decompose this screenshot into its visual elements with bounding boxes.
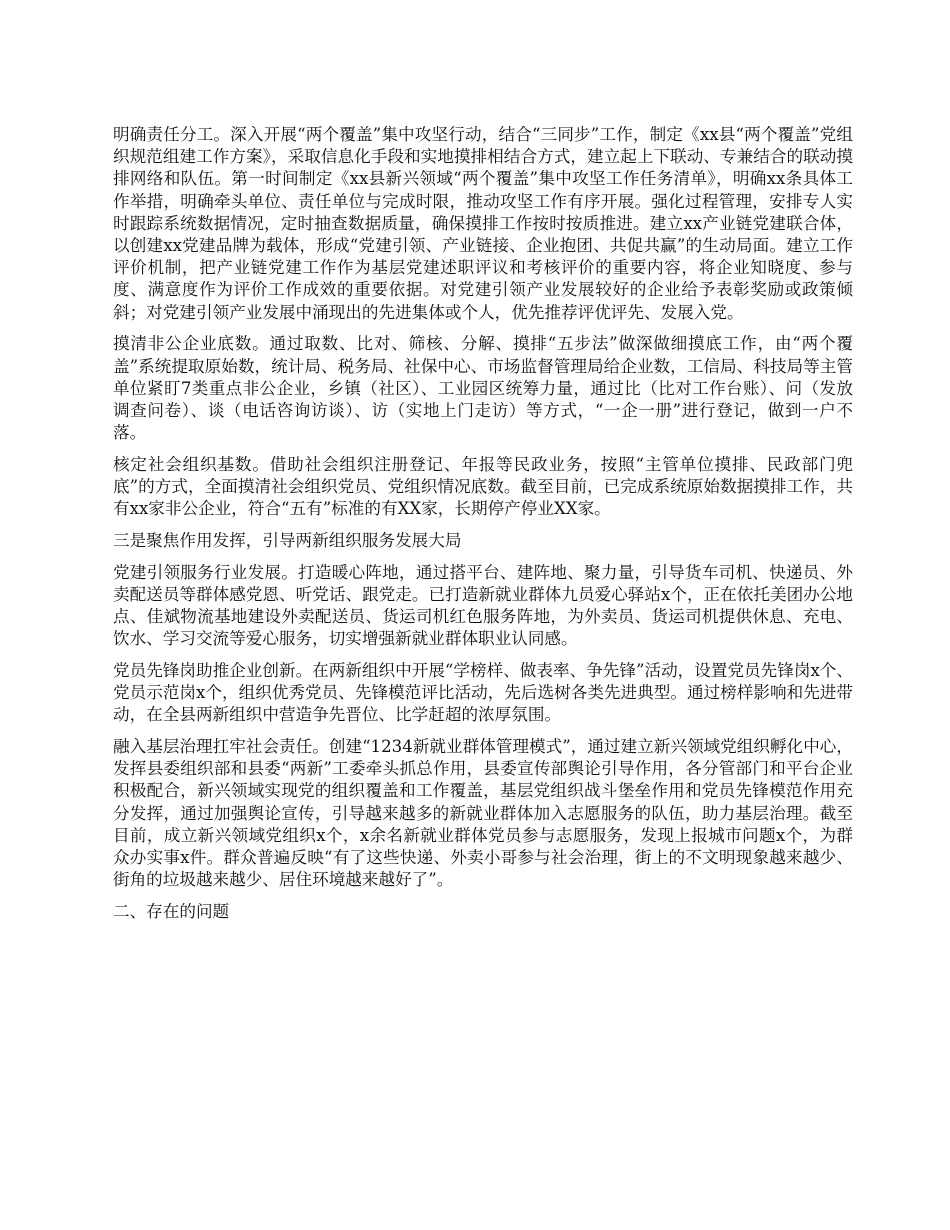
section-heading-three: 三是聚焦作用发挥，引导两新组织服务发展大局: [113, 530, 462, 550]
paragraph-social-organizations: 核定社会组织基数。借助社会组织注册登记、年报等民政业务，按照“主管单位摸排、民政部门兜底”的方式，全面摸清社会组织党员、党组织情况底数。截至目前，已完成系统原始数据摸排工作，共有xx家非公企业，符合“五有”标准的有XX家，长期停产停业XX家。: [113, 454, 853, 519]
paragraph-responsibility: 明确责任分工。深入开展“两个覆盖”集中攻坚行动，结合“三同步”工作，制定《xx县“两个覆盖”党组织规范组建工作方案》，采取信息化手段和实地摸排相结合方式，建立起上下联动、专兼结合的联动摸排网络和队伍。第一时间制定《xx县新兴领域“两个覆盖”集中攻坚工作任务清单》，明确xx条具体工作举措，明确牵头单位、责任单位与完成时限，推动攻坚工作有序开展。强化过程管理，安排专人实时跟踪系统数据情况，定时抽查数据质量，确保摸排工作按时按质推进。建立xx产业链党建联合体，以创建xx党建品牌为载体，形成“党建引领、产业链接、企业抱团、共促共赢”的生动局面。建立工作评价机制，把产业链党建工作作为基层党建述职评议和考核评价的重要内容，将企业知晓度、参与度、满意度作为评价工作成效的重要依据。对党建引领产业发展较好的企业给予表彰奖励或政策倾斜；对党建引领产业发展中涌现出的先进集体或个人，优先推荐评优评先、发展入党。: [113, 125, 853, 322]
document-page: [113, 124, 853, 933]
section-heading-problems: 二、存在的问题: [113, 902, 230, 921]
paragraph-nonpublic-enterprises: 摸清非公企业底数。通过取数、比对、筛核、分解、摸排“五步法”做深做细摸底工作，由“两个覆盖”系统提取原始数，统计局、税务局、社保中心、市场监督管理局给企业数，工信局、科技局等主管单位紧盯7类重点非公企业，乡镇（社区）、工业园区统筹力量，通过比（比对工作台账）、问（发放调查问卷）、谈（电话咨询访谈）、访（实地上门走访）等方式，“一企一册”进行登记，做到一户不落。: [113, 334, 853, 443]
paragraph-grassroots-governance: 融入基层治理扛牢社会责任。创建“1234新就业群体管理模式”，通过建立新兴领域党组织孵化中心，发挥县委组织部和县委“两新”工委牵头抓总作用，县委宣传部舆论引导作用，各分管部门和平台企业积极配合，新兴领域实现党的组织覆盖和工作覆盖，基层党组织战斗堡垒作用和党员先锋模范作用充分发挥，通过加强舆论宣传，引导越来越多的新就业群体加入志愿服务的队伍，助力基层治理。截至目前，成立新兴领域党组织x个，x余名新就业群体党员参与志愿服务，发现上报城市问题x个，为群众办实事x件。群众普遍反映“有了这些快递、外卖小哥参与社会治理，街上的不文明现象越来越少、街角的垃圾越来越少、居住环境越来越好了”。: [113, 737, 853, 890]
paragraph-service-industry: 党建引领服务行业发展。打造暖心阵地，通过搭平台、建阵地、聚力量，引导货车司机、快递员、外卖配送员等群体感党恩、听党话、跟党走。已打造新就业群体九员爱心驿站x个，正在依托美团办公地点、佳斌物流基地建设外卖配送员、货运司机红色服务阵地，为外卖员、货运司机提供休息、充电、饮水、学习交流等爱心服务，切实增强新就业群体职业认同感。: [113, 562, 853, 649]
paragraph-pioneer-posts: 党员先锋岗助推企业创新。在两新组织中开展“学榜样、做表率、争先锋”活动，设置党员先锋岗x个、党员示范岗x个，组织优秀党员、先锋模范评比活动，先后选树各类先进典型。通过榜样影响和先进带动，在全县两新组织中营造争先晋位、比学赶超的浓厚氛围。: [113, 660, 853, 725]
